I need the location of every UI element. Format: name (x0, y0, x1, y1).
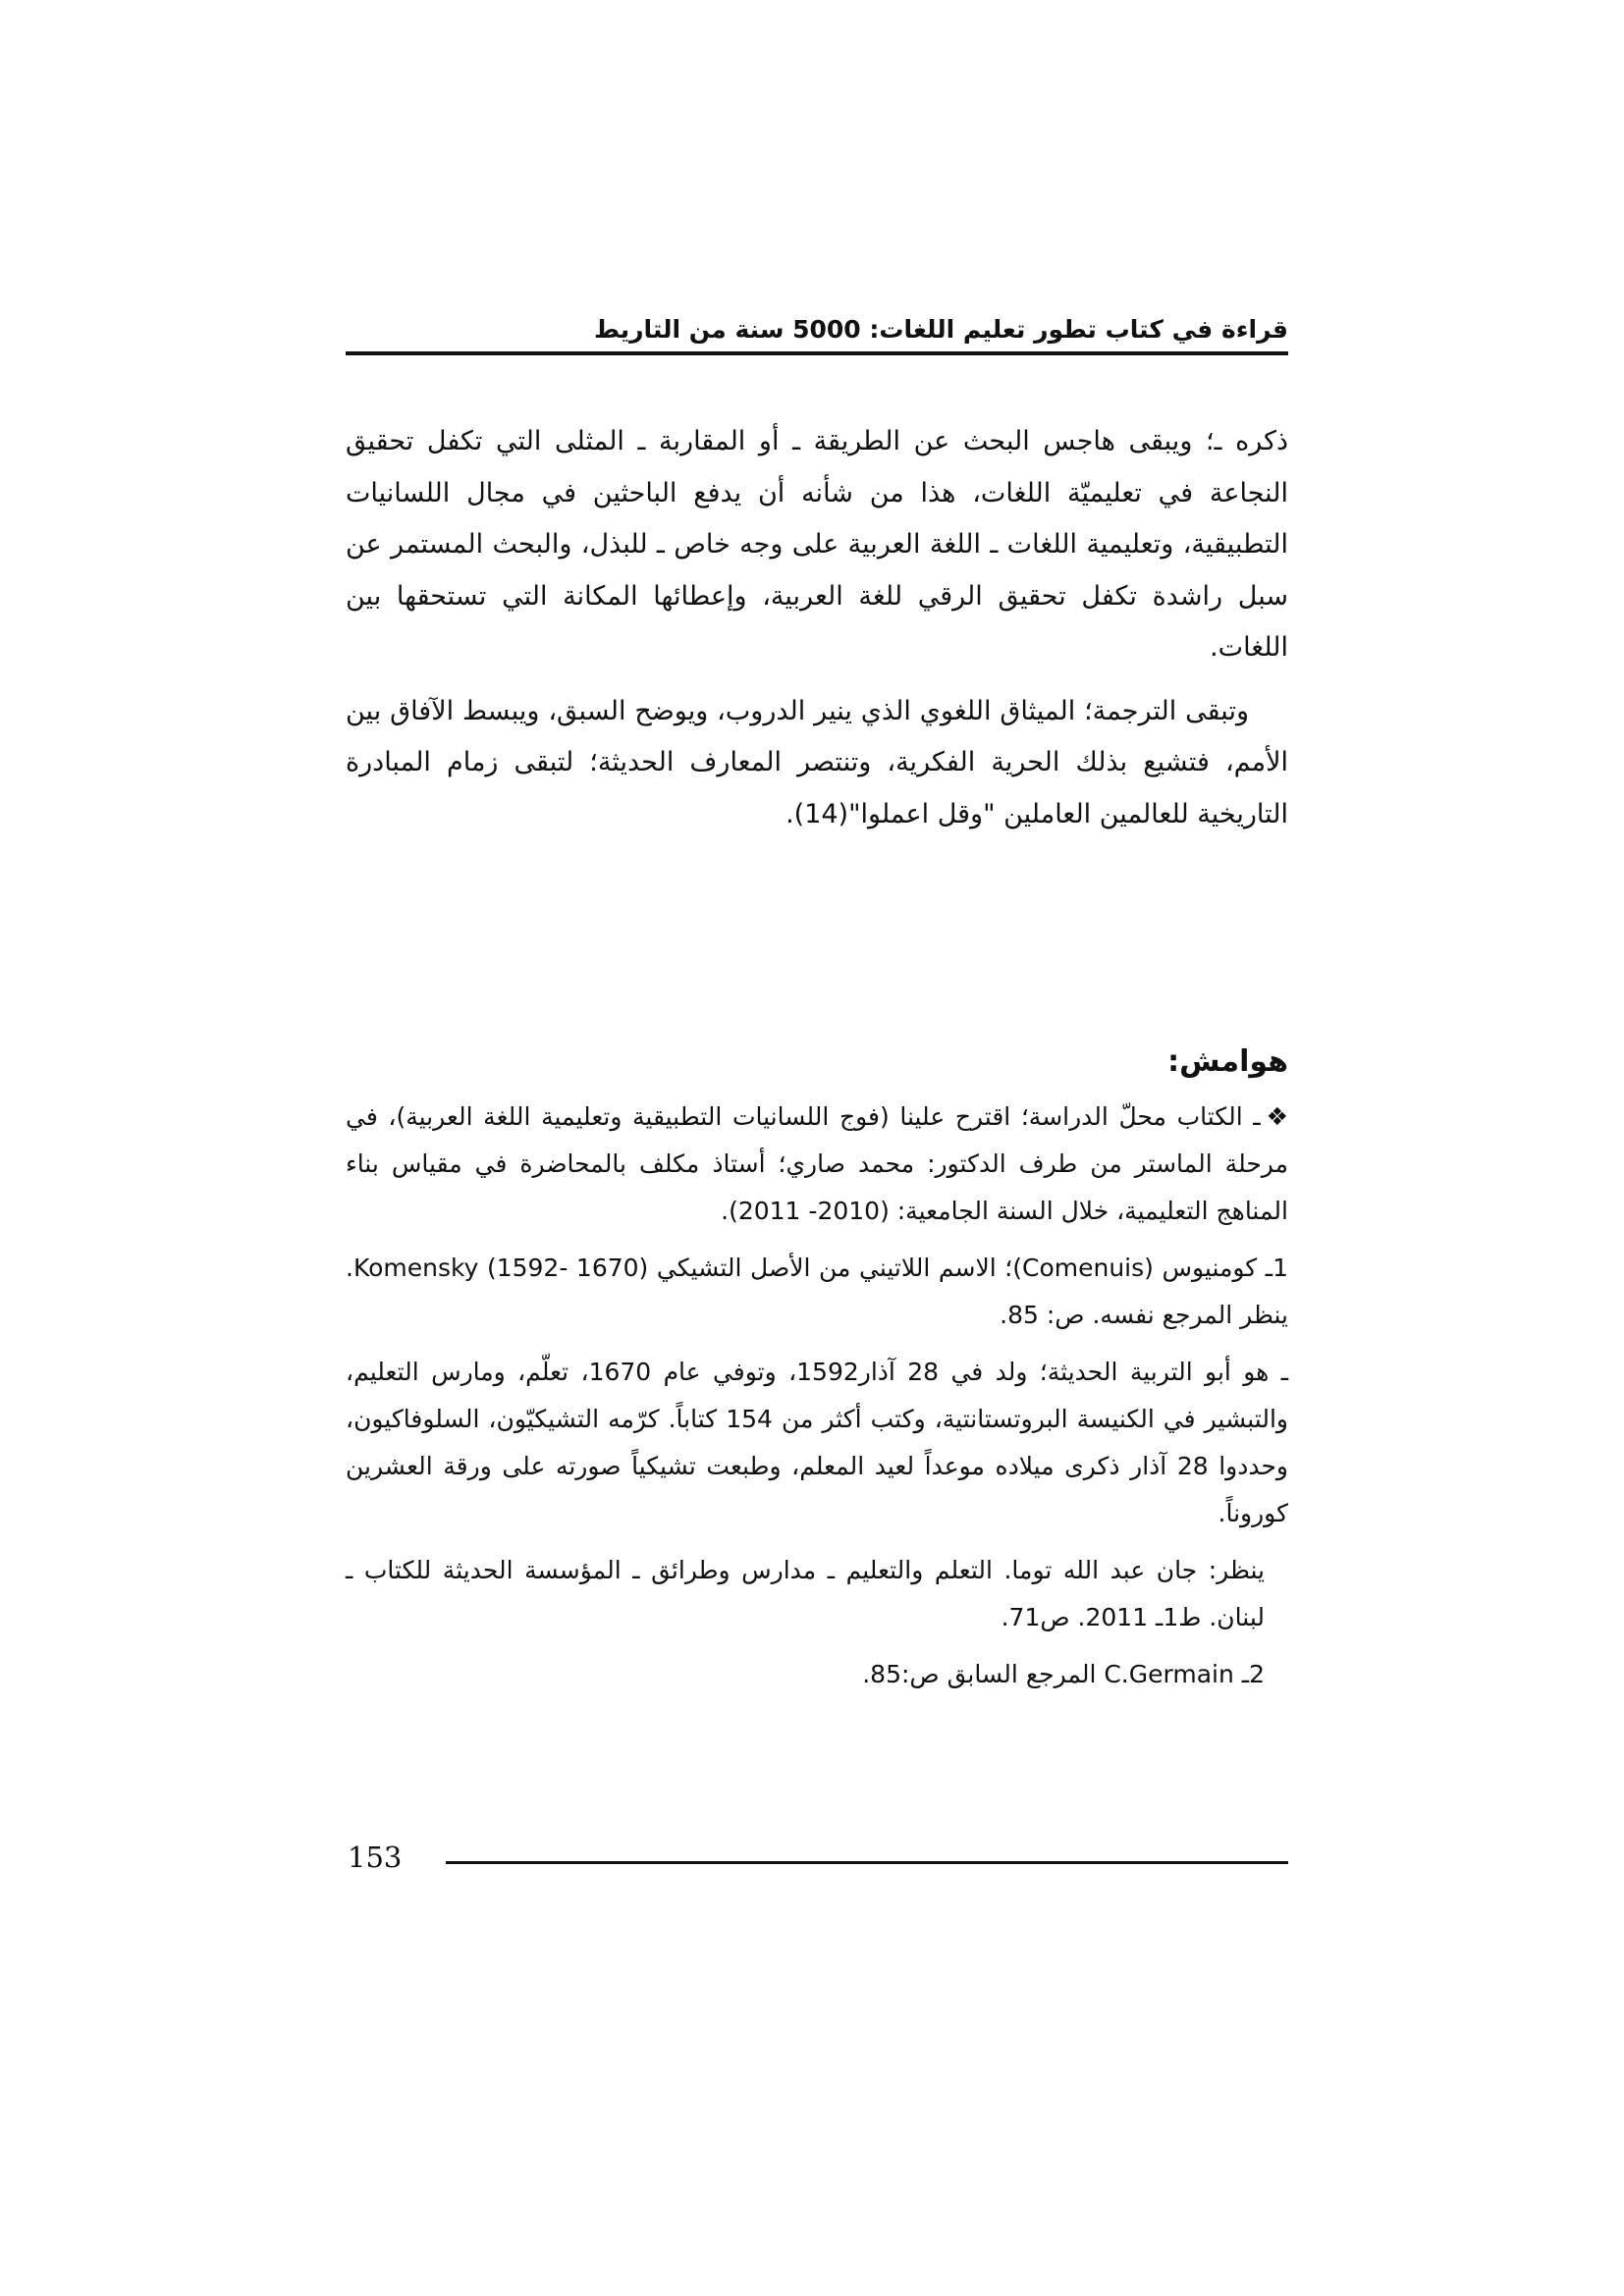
header-divider (346, 351, 1288, 355)
running-header-title: قراءة في كتاب تطور تعليم اللغات: 5000 سنة من التاريط (593, 315, 1288, 344)
diamond-bullet-icon: ❖ (1266, 1102, 1288, 1131)
footnotes-heading: هوامش: (1167, 1044, 1288, 1079)
footnote-item-bullet (346, 1094, 1288, 1235)
footnote-text: ـ الكتاب محلّ الدراسة؛ اقترح علينا (فوج اللسانيات التطبيقية وتعليمية اللغة العربية)، في مرحلة الماستر من طرف الدكتور: محمد صاري؛ أستاذ مكلف بالمحاضرة في مقياس بناء المناهج التعليمية، خلال السنة الجامعية: (2010- 2011). (346, 1102, 1288, 1225)
footnote-item-1: 1ـ كومنيوس (Comenuis)؛ الاسم اللاتيني من الأصل التشيكي Komensky (1592- 1670). ينظر المرجع نفسه. ص: 85. (346, 1254, 1288, 1329)
footer-divider (446, 1861, 1288, 1864)
page-number: 153 (348, 1841, 403, 1874)
body-paragraph-2: وتبقى الترجمة؛ الميثاق اللغوي الذي ينير الدروب، ويوضح السبق، ويبسط الآفاق بين الأمم، فتشيع بذلك الحرية الفكرية، وتنتصر المعارف الحديثة؛ لتبقى زمام المبادرة التاريخية للعالمين العاملين "وقل اعملوا"(14). (346, 695, 1288, 829)
footnote-item-biography: ـ هو أبو التربية الحديثة؛ ولد في 28 آذار1592، وتوفي عام 1670، تعلّم، ومارس التعليم، والتبشير في الكنيسة البروتستانتية، وكتب أكثر من 154 كتاباً. كرّمه التشيكيّون، السلوفاكيون، وحددوا 28 آذار ذكرى ميلاده موعداً لعيد المعلم، وطبعت تشيكياً صورته على ورقة العشرين كوروناً. (346, 1358, 1289, 1527)
footnote-item-2: 2ـ C.Germain المرجع السابق ص:85. (862, 1660, 1265, 1688)
footnote-item-reference: ينظر: جان عبد الله توما. التعلم والتعليم ـ مدارس وطرائق ـ المؤسسة الحديثة للكتاب ـ لبنان. ط1ـ 2011. ص71. (346, 1556, 1265, 1631)
body-paragraph-1: ذكره ـ؛ ويبقى هاجس البحث عن الطريقة ـ أو المقاربة ـ المثلى التي تكفل تحقيق النجاعة في تعليميّة اللغات، هذا من شأنه أن يدفع الباحثين في مجال اللسانيات التطبيقية، وتعليمية اللغات ـ اللغة العربية على وجه خاص ـ للبذل، والبحث المستمر عن سبل راشدة تكفل تحقيق الرقي للغة العربية، وإعطائها المكانة التي تستحقها بين اللغات. (346, 426, 1288, 663)
footnotes-list (346, 1094, 1288, 1708)
body-text (346, 416, 1288, 840)
